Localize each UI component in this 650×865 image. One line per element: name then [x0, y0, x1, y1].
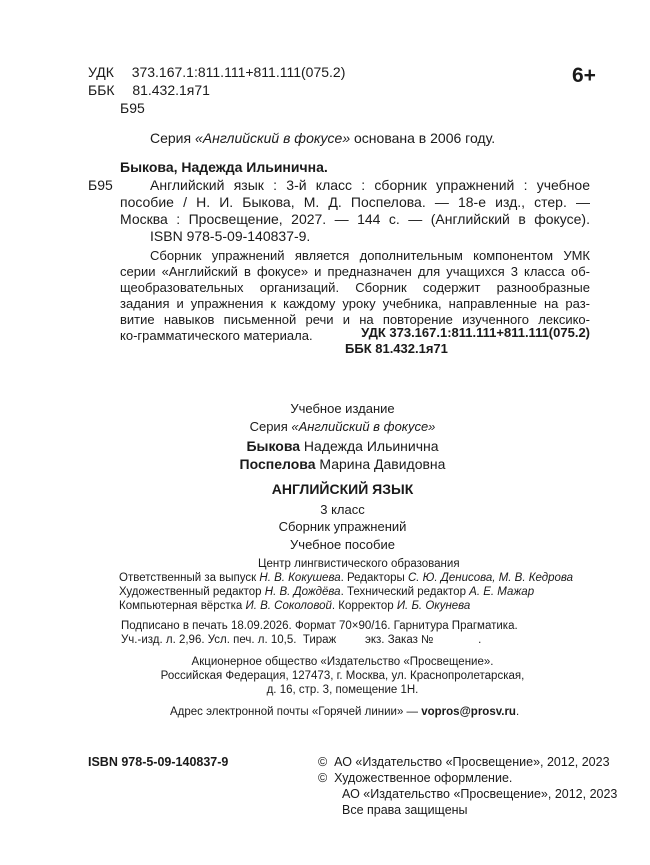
- edition-type: Учебное издание: [290, 401, 395, 416]
- author-2-surname: Поспелова: [239, 456, 316, 472]
- bbk-bold: ББК 81.432.1я71: [345, 341, 448, 356]
- book-kind: Сборник упражнений: [278, 519, 407, 534]
- hotline-email: vopros@prosv.ru: [421, 706, 516, 718]
- credit-text: Художественный редактор: [119, 586, 265, 598]
- udk-value: 373.167.1:811.111+811.111(075.2): [131, 64, 346, 80]
- annotation-line: серии «Английский в фокусе» и предназначен для учащихся 3 класса об-: [120, 264, 590, 279]
- udk-bold: УДК 373.167.1:811.111+811.111(075.2): [361, 325, 590, 340]
- credit-person: С. Ю. Денисова, М. В. Кедрова: [407, 572, 574, 584]
- book-title: АНГЛИЙСКИЙ ЯЗЫК: [271, 481, 414, 497]
- author-1-name: Надежда Ильинична: [300, 438, 439, 454]
- bibliographic-author: Быкова, Надежда Ильинична.: [120, 159, 328, 175]
- description-line: Москва : Просвещение, 2027. — 144 с. — (Английский в фокусе).: [120, 211, 590, 227]
- series-name: «Английский в фокусе»: [194, 130, 351, 146]
- footer-copyright-2: © Художественное оформление.: [318, 771, 513, 785]
- footer-copyright-1: © АО «Издательство «Просвещение», 2012, 2023: [318, 755, 610, 769]
- credits-line-responsible: [119, 571, 573, 586]
- annotation-line: ко-грамматического материала.: [120, 328, 313, 343]
- book-grade: 3 класс: [320, 502, 365, 517]
- bbk-label: ББК: [88, 82, 115, 98]
- series-founded-line: [150, 130, 495, 147]
- credit-person: Н. В. Кокушева: [259, 572, 341, 584]
- edition-series-prefix: Серия: [249, 419, 292, 434]
- credit-text: . Корректор: [331, 600, 397, 612]
- author-2: [0, 456, 650, 473]
- description-line: пособие / Н. И. Быкова, М. Д. Поспелова. — 18-е изд., стер. —: [120, 194, 590, 210]
- bibliographic-mark: Б95: [88, 177, 113, 193]
- series-prefix: Серия: [150, 130, 195, 146]
- credit-person: И. Б. Окунева: [396, 600, 471, 612]
- annotation-line: Сборник упражнений является дополнительным компонентом УМК: [150, 248, 590, 263]
- annotation-line: задания и упражнения к каждому уроку учебника, направленные на раз-: [120, 296, 590, 311]
- udk-label: УДК: [88, 64, 114, 80]
- header-bbk: [88, 82, 210, 99]
- credit-text: . Редакторы: [340, 572, 408, 584]
- footer-rights: Все права защищены: [342, 803, 468, 817]
- print-info-line-2: Уч.-изд. л. 2,96. Усл. печ. л. 10,5. Тираж экз. Заказ № .: [121, 634, 482, 646]
- hotline: [170, 705, 519, 720]
- print-info-line-1: Подписано в печать 18.09.2026. Формат 70×90/16. Гарнитура Прагматика.: [121, 620, 518, 632]
- credits-line-art-editor: [119, 585, 534, 600]
- series-suffix: основана в 2006 году.: [350, 130, 496, 146]
- credit-text: . Технический редактор: [340, 586, 470, 598]
- bibliographic-description: [120, 177, 590, 228]
- author-1-surname: Быкова: [246, 438, 301, 454]
- credits-line-layout: [119, 599, 470, 614]
- annotation-line: витие навыков письменной речи и на повторение изученного лексико-: [120, 312, 590, 327]
- edition-series-name: «Английский в фокусе»: [291, 419, 436, 434]
- footer-isbn: ISBN 978-5-09-140837-9: [88, 755, 229, 769]
- header-author-mark: Б95: [120, 100, 145, 116]
- publisher-line-3: д. 16, стр. 3, помещение 1Н.: [266, 684, 419, 696]
- author-1: [0, 438, 650, 455]
- credits-center: Центр лингвистического образования: [258, 558, 460, 570]
- hotline-suffix: .: [515, 706, 520, 718]
- annotation-line: щеобразовательных организаций. Сборник содержит разнообразные: [120, 280, 590, 295]
- author-2-name: Марина Давидовна: [315, 456, 446, 472]
- description-line: Английский язык : 3-й класс : сборник упражнений : учебное: [150, 177, 590, 193]
- hotline-prefix: Адрес электронной почты «Горячей линии» —: [170, 706, 422, 718]
- credit-person: Н. В. Дождёва: [264, 586, 341, 598]
- bibliographic-isbn: ISBN 978-5-09-140837-9.: [150, 228, 311, 244]
- header-udk: [88, 64, 345, 81]
- bbk-value: 81.432.1я71: [132, 82, 210, 98]
- publisher-line-2: Российская Федерация, 127473, г. Москва, ул. Краснопролетарская,: [160, 670, 525, 682]
- publisher-line-1: Акционерное общество «Издательство «Просвещение».: [191, 656, 494, 668]
- book-purpose: Учебное пособие: [290, 537, 395, 552]
- age-rating-badge: 6+: [572, 64, 596, 87]
- edition-series: [0, 419, 650, 435]
- footer-copyright-3: АО «Издательство «Просвещение», 2012, 2023: [342, 787, 618, 801]
- credit-text: Компьютерная вёрстка: [119, 600, 246, 612]
- credit-person: А. Е. Мажар: [469, 586, 535, 598]
- credit-person: И. В. Соколовой: [245, 600, 332, 612]
- credit-text: Ответственный за выпуск: [119, 572, 260, 584]
